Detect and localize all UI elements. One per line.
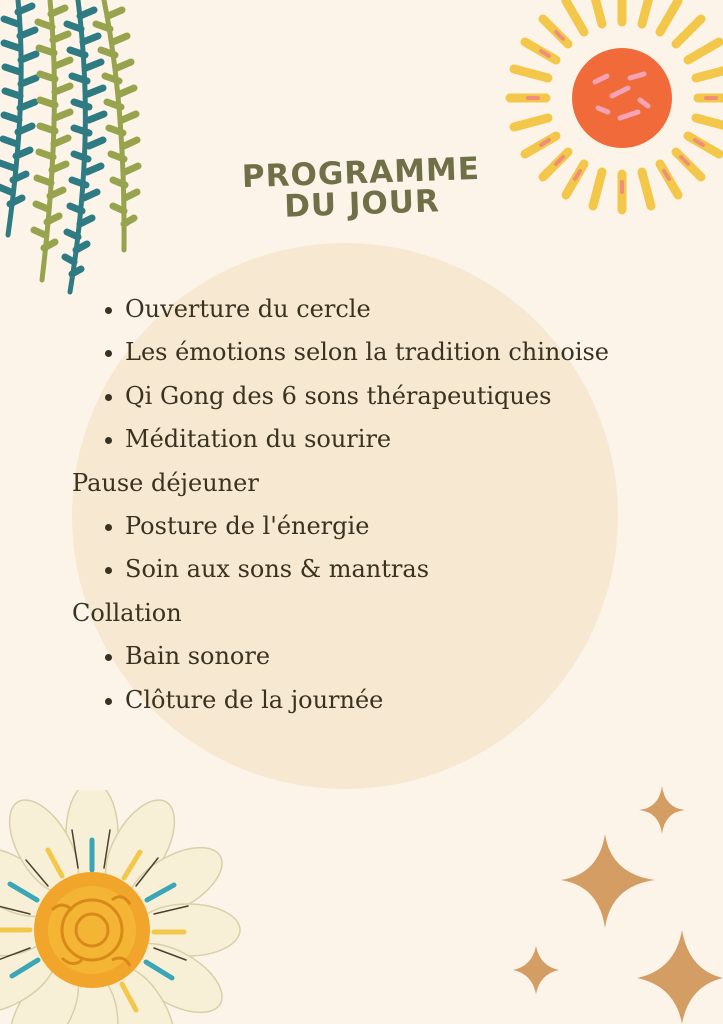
program-block-1 xyxy=(72,288,692,462)
sparkle-star-icon xyxy=(505,780,723,1024)
program-item: Posture de l'énergie xyxy=(72,505,692,548)
fern-icon xyxy=(0,0,160,300)
program-item: Clôture de la journée xyxy=(72,679,692,722)
program-list xyxy=(72,288,692,722)
break-heading-lunch: Pause déjeuner xyxy=(72,468,259,497)
program-item: Qi Gong des 6 sons thérapeutiques xyxy=(72,375,692,418)
daisy-flower-icon xyxy=(0,790,250,1024)
program-item: Soin aux sons & mantras xyxy=(72,548,692,591)
program-item: Méditation du sourire xyxy=(72,418,692,461)
break-heading-snack: Collation xyxy=(72,598,182,627)
program-item: Bain sonore xyxy=(72,635,692,678)
title-line-2: DU JOUR xyxy=(283,183,441,225)
program-block-2 xyxy=(72,505,692,592)
title-line-1: PROGRAMME xyxy=(241,150,481,196)
sun-icon xyxy=(470,0,723,245)
page-title xyxy=(229,150,494,225)
program-item: Les émotions selon la tradition chinoise xyxy=(72,331,692,374)
program-block-3 xyxy=(72,635,692,722)
program-item: Ouverture du cercle xyxy=(72,288,692,331)
